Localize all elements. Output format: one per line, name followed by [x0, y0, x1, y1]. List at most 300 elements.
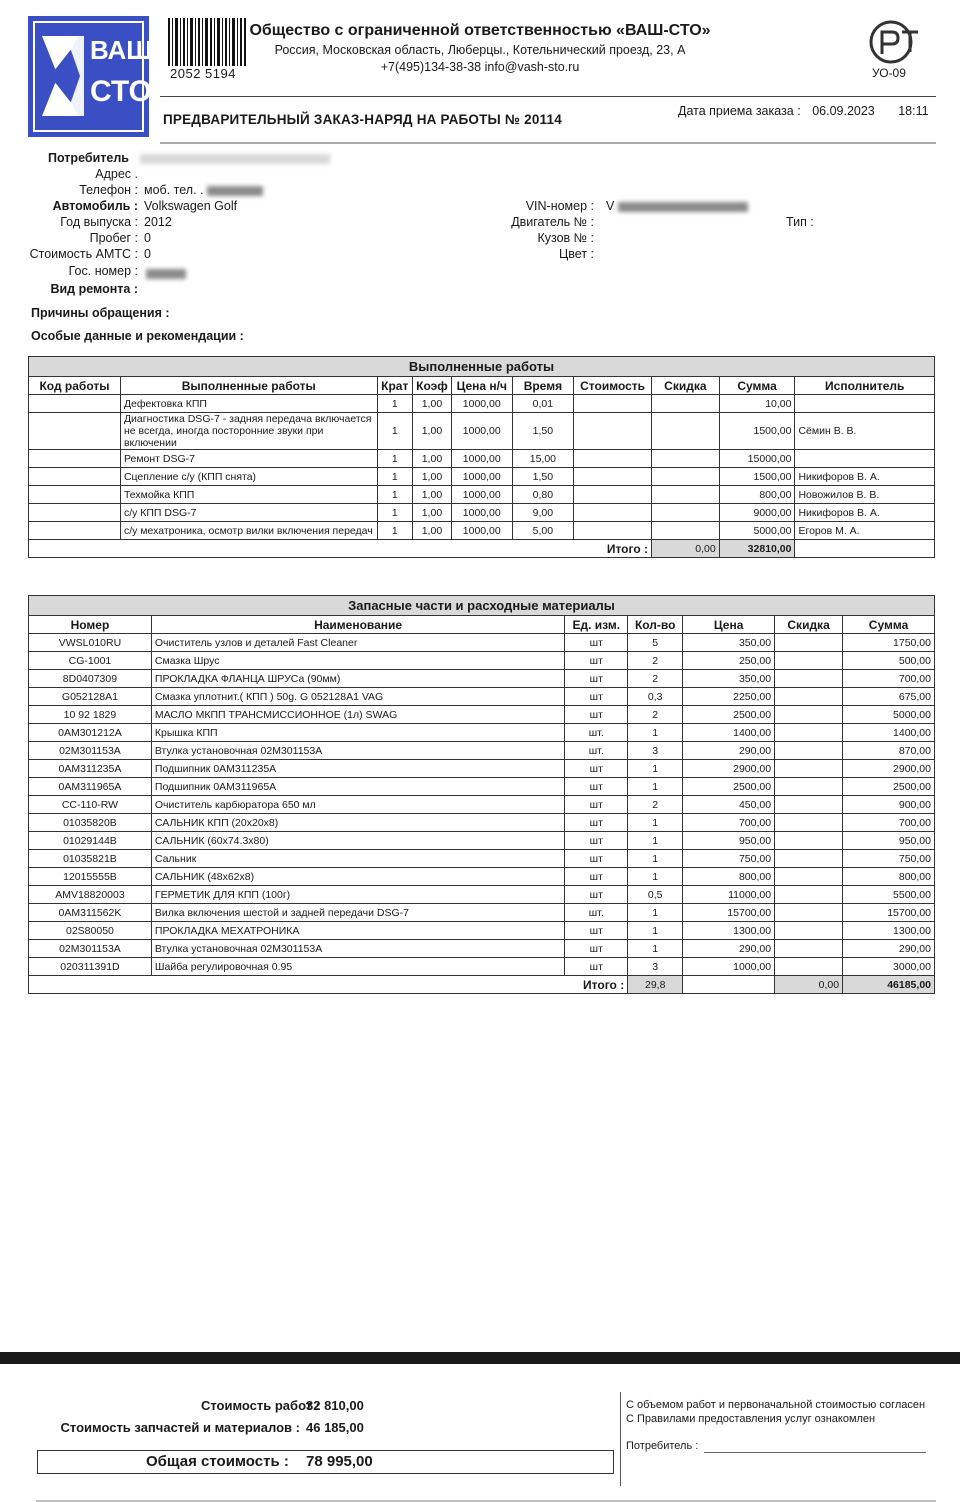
works-cell-name: Дефектовка КПП — [120, 395, 377, 413]
works-cell-koef: 1,00 — [412, 395, 451, 413]
parts-caption: Запасные части и расходные материалы — [29, 596, 935, 616]
parts-row — [29, 814, 935, 832]
consumer-signature-label: Потребитель : — [626, 1440, 699, 1452]
parts-cell-disc — [775, 778, 843, 796]
parts-cell-qty: 1 — [628, 850, 683, 868]
color-label: Цвет : — [559, 247, 594, 261]
parts-cell-num: 0AM311235A — [29, 760, 152, 778]
parts-col-header: Ед. изм. — [565, 616, 628, 634]
parts-row — [29, 634, 935, 652]
parts-cell-name: Втулка установочная 02M301153A — [151, 940, 564, 958]
works-cell-krat: 1 — [377, 522, 412, 540]
header-divider-bottom — [160, 142, 936, 144]
parts-row — [29, 670, 935, 688]
works-cell-cost — [574, 395, 652, 413]
works-cell-time: 1,50 — [512, 413, 574, 450]
fine-print — [36, 1492, 936, 1502]
works-cell-sum: 15000,00 — [719, 450, 795, 468]
parts-cell-qty: 1 — [628, 832, 683, 850]
works-cell-cost — [574, 504, 652, 522]
works-cost-label: Стоимость работ : — [200, 1398, 320, 1413]
works-cell-exec: Егоров М. А. — [795, 522, 935, 540]
parts-col-header: Скидка — [775, 616, 843, 634]
parts-cell-name: Вилка включения шестой и задней передачи DSG-7 — [151, 904, 564, 922]
works-col-header: Коэф — [412, 377, 451, 395]
parts-cell-name: Подшипник 0AM311965A — [151, 778, 564, 796]
footer-vertical-divider — [620, 1392, 621, 1486]
logo-text-top: ВАШ — [90, 35, 153, 65]
signature-line — [704, 1440, 926, 1453]
order-time-value: 18:11 — [898, 104, 929, 118]
parts-row — [29, 886, 935, 904]
works-cell-price: 1000,00 — [451, 504, 512, 522]
company-contacts: +7(495)134-38-38 info@vash-sto.ru — [380, 60, 580, 74]
repair-type-label: Вид ремонта : — [50, 282, 138, 296]
company-header — [180, 22, 780, 74]
parts-cell-unit: шт — [565, 652, 628, 670]
parts-cell-sum: 15700,00 — [843, 904, 935, 922]
works-cell-cost — [574, 450, 652, 468]
phone-value — [144, 182, 263, 198]
works-cell-sum: 1500,00 — [719, 468, 795, 486]
parts-cell-disc — [775, 706, 843, 724]
parts-header-row — [29, 616, 935, 634]
works-cell-price: 1000,00 — [451, 468, 512, 486]
parts-cell-qty: 3 — [628, 742, 683, 760]
works-cell-koef: 1,00 — [412, 486, 451, 504]
parts-cell-disc — [775, 796, 843, 814]
parts-cell-disc — [775, 868, 843, 886]
parts-cell-unit: шт — [565, 922, 628, 940]
parts-cell-name: Втулка установочная 02M301153A — [151, 742, 564, 760]
works-col-header: Цена н/ч — [451, 377, 512, 395]
vin-prefix: V — [606, 199, 615, 213]
parts-cell-disc — [775, 886, 843, 904]
parts-cell-price: 750,00 — [683, 850, 775, 868]
cert-code: УО-09 — [872, 66, 906, 80]
works-cell-disc — [652, 450, 720, 468]
works-cell-name: Сцепление с/у (КПП снята) — [120, 468, 377, 486]
parts-total-discount: 0,00 — [775, 976, 843, 994]
parts-col-header: Кол-во — [628, 616, 683, 634]
works-cell-krat: 1 — [377, 413, 412, 450]
works-cell-disc — [652, 486, 720, 504]
parts-cell-qty: 1 — [628, 868, 683, 886]
parts-cell-disc — [775, 724, 843, 742]
works-cell-time: 15,00 — [512, 450, 574, 468]
works-cell-koef: 1,00 — [412, 504, 451, 522]
works-cell-code — [29, 413, 121, 450]
parts-cell-sum: 290,00 — [843, 940, 935, 958]
works-table — [28, 356, 935, 558]
parts-body — [29, 634, 935, 994]
works-col-header: Выполненные работы — [120, 377, 377, 395]
certification-mark-icon — [864, 18, 922, 68]
works-cell-sum: 800,00 — [719, 486, 795, 504]
car-label: Автомобиль : — [52, 199, 138, 213]
logo-text-bottom: СТО — [90, 75, 152, 108]
parts-cell-price: 2500,00 — [683, 778, 775, 796]
works-row — [29, 504, 935, 522]
parts-row — [29, 796, 935, 814]
parts-total-sum: 46185,00 — [843, 976, 935, 994]
parts-cell-disc — [775, 922, 843, 940]
works-cell-name: с/у мехатроника, осмотр вилки включения передач — [120, 522, 377, 540]
parts-cell-name: Крышка КПП — [151, 724, 564, 742]
works-cost-value: 32 810,00 — [306, 1398, 364, 1413]
parts-cell-name: МАСЛО МКПП ТРАНСМИССИОННОЕ (1л) SWAG — [151, 706, 564, 724]
works-cell-time: 0,01 — [512, 395, 574, 413]
mileage-value: 0 — [144, 231, 151, 245]
agreement-text — [626, 1398, 925, 1426]
works-cell-koef: 1,00 — [412, 450, 451, 468]
parts-row — [29, 940, 935, 958]
parts-cell-name: Очиститель карбюратора 650 мл — [151, 796, 564, 814]
works-cell-name: Техмойка КПП — [120, 486, 377, 504]
parts-cell-price: 1400,00 — [683, 724, 775, 742]
works-cell-cost — [574, 468, 652, 486]
plate-redacted — [146, 265, 186, 283]
works-cell-sum: 1500,00 — [719, 413, 795, 450]
order-date — [678, 104, 929, 118]
parts-cell-sum: 700,00 — [843, 670, 935, 688]
parts-cell-qty: 0,3 — [628, 688, 683, 706]
engine-label: Двигатель № : — [511, 215, 594, 229]
parts-cell-num: 01035821B — [29, 850, 152, 868]
works-cell-disc — [652, 522, 720, 540]
type-label: Тип : — [786, 215, 814, 229]
parts-cell-disc — [775, 904, 843, 922]
parts-cell-name: Шайба регулировочная 0.95 — [151, 958, 564, 976]
parts-cell-price: 290,00 — [683, 940, 775, 958]
works-total-row — [29, 540, 935, 558]
parts-row — [29, 688, 935, 706]
works-cell-name: Ремонт DSG-7 — [120, 450, 377, 468]
works-row — [29, 522, 935, 540]
parts-cell-unit: шт — [565, 832, 628, 850]
parts-cell-sum: 1400,00 — [843, 724, 935, 742]
parts-cell-qty: 2 — [628, 796, 683, 814]
works-cell-price: 1000,00 — [451, 522, 512, 540]
parts-cell-disc — [775, 670, 843, 688]
works-total-label: Итого : — [606, 541, 648, 556]
works-col-header: Стоимость — [574, 377, 652, 395]
order-date-value: 06.09.2023 — [812, 104, 875, 118]
parts-cell-sum: 3000,00 — [843, 958, 935, 976]
parts-row — [29, 904, 935, 922]
works-caption: Выполненные работы — [29, 357, 935, 377]
works-cell-disc — [652, 468, 720, 486]
parts-cell-unit: шт — [565, 706, 628, 724]
parts-cell-disc — [775, 634, 843, 652]
address-label: Адрес . — [95, 167, 138, 181]
parts-cell-qty: 2 — [628, 706, 683, 724]
header-divider — [160, 96, 936, 97]
parts-total-label: Итого : — [583, 977, 625, 992]
works-total-end — [795, 540, 935, 558]
parts-cell-sum: 2500,00 — [843, 778, 935, 796]
parts-row — [29, 760, 935, 778]
mileage-label: Пробег : — [89, 231, 138, 245]
parts-cell-num: 8D0407309 — [29, 670, 152, 688]
order-title: ПРЕДВАРИТЕЛЬНЫЙ ЗАКАЗ-НАРЯД НА РАБОТЫ № 20114 — [163, 112, 562, 127]
reasons-label: Причины обращения : — [31, 306, 170, 320]
parts-cell-num: CG-1001 — [29, 652, 152, 670]
footer-divider — [0, 1352, 960, 1364]
parts-cell-num: 0AM301212A — [29, 724, 152, 742]
works-cell-exec: Никифоров В. А. — [795, 468, 935, 486]
plate-label: Гос. номер : — [68, 264, 138, 278]
works-cell-code — [29, 395, 121, 413]
parts-cell-name: ПРОКЛАДКА ФЛАНЦА ШРУСа (90мм) — [151, 670, 564, 688]
parts-total-qty: 29,8 — [628, 976, 683, 994]
works-col-header: Исполнитель — [795, 377, 935, 395]
parts-cell-name: Очиститель узлов и деталей Fast Cleaner — [151, 634, 564, 652]
works-cell-koef: 1,00 — [412, 522, 451, 540]
works-total-sum: 32810,00 — [719, 540, 795, 558]
works-cell-price: 1000,00 — [451, 413, 512, 450]
parts-cell-unit: шт — [565, 760, 628, 778]
parts-cell-disc — [775, 850, 843, 868]
works-cell-krat: 1 — [377, 504, 412, 522]
parts-col-header: Сумма — [843, 616, 935, 634]
parts-cell-disc — [775, 832, 843, 850]
works-cell-code — [29, 522, 121, 540]
works-cell-name: Диагностика DSG-7 - задняя передача включается не всегда, иногда посторонние звуки при включении — [120, 413, 377, 450]
parts-cell-qty: 1 — [628, 904, 683, 922]
parts-cell-qty: 1 — [628, 724, 683, 742]
works-body — [29, 395, 935, 558]
phone-label: Телефон : — [79, 183, 138, 197]
parts-row — [29, 724, 935, 742]
parts-cell-sum: 1300,00 — [843, 922, 935, 940]
parts-cell-unit: шт. — [565, 904, 628, 922]
works-cell-krat: 1 — [377, 468, 412, 486]
parts-cell-num: 0AM311965A — [29, 778, 152, 796]
parts-cell-price: 250,00 — [683, 652, 775, 670]
works-cell-price: 1000,00 — [451, 486, 512, 504]
parts-cell-num: 0AM311562K — [29, 904, 152, 922]
parts-cell-name: ГЕРМЕТИК ДЛЯ КПП (100г) — [151, 886, 564, 904]
parts-cell-name: САЛЬНИК (60x74.3x80) — [151, 832, 564, 850]
works-cell-time: 9,00 — [512, 504, 574, 522]
parts-cost-value: 46 185,00 — [306, 1420, 364, 1435]
grand-total-label: Общая стоимость : — [146, 1453, 289, 1470]
parts-cell-disc — [775, 760, 843, 778]
parts-cell-price: 700,00 — [683, 814, 775, 832]
parts-cell-unit: шт — [565, 796, 628, 814]
year-label: Год выпуска : — [60, 215, 138, 229]
parts-cell-disc — [775, 814, 843, 832]
works-cell-exec: Никифоров В. А. — [795, 504, 935, 522]
parts-cell-disc — [775, 940, 843, 958]
works-cell-time: 5,00 — [512, 522, 574, 540]
works-cell-disc — [652, 413, 720, 450]
parts-cell-sum: 800,00 — [843, 868, 935, 886]
parts-cell-num: CC-110-RW — [29, 796, 152, 814]
works-row — [29, 486, 935, 504]
parts-col-header: Номер — [29, 616, 152, 634]
parts-col-header: Цена — [683, 616, 775, 634]
car-value: Volkswagen Golf — [144, 199, 238, 213]
works-total-spacer — [29, 540, 574, 558]
parts-cell-sum: 900,00 — [843, 796, 935, 814]
parts-cell-unit: шт. — [565, 724, 628, 742]
parts-cell-disc — [775, 688, 843, 706]
works-cell-sum: 9000,00 — [719, 504, 795, 522]
parts-cell-price: 450,00 — [683, 796, 775, 814]
parts-cell-price: 290,00 — [683, 742, 775, 760]
parts-cell-price: 350,00 — [683, 634, 775, 652]
parts-cell-num: 02M301153A — [29, 940, 152, 958]
parts-cell-sum: 950,00 — [843, 832, 935, 850]
parts-cell-price: 2900,00 — [683, 760, 775, 778]
parts-cell-num: 10 92 1829 — [29, 706, 152, 724]
parts-cell-price: 350,00 — [683, 670, 775, 688]
parts-cell-unit: шт — [565, 814, 628, 832]
works-cell-code — [29, 486, 121, 504]
works-cell-code — [29, 468, 121, 486]
parts-cell-sum: 5000,00 — [843, 706, 935, 724]
works-cell-koef: 1,00 — [412, 413, 451, 450]
works-cell-cost — [574, 413, 652, 450]
vin-label: VIN-номер : — [525, 199, 594, 213]
company-logo — [28, 16, 153, 137]
works-cell-code — [29, 504, 121, 522]
parts-cell-sum: 2900,00 — [843, 760, 935, 778]
works-cell-price: 1000,00 — [451, 395, 512, 413]
company-name: Общество с ограниченной ответственностью «ВАШ-СТО» — [249, 22, 711, 39]
works-cell-sum: 5000,00 — [719, 522, 795, 540]
phone-prefix: моб. тел. . — [144, 183, 204, 197]
cost-label: Стоимость АМТС : — [29, 247, 138, 261]
works-col-header: Код работы — [29, 377, 121, 395]
parts-cell-price: 2500,00 — [683, 706, 775, 724]
parts-row — [29, 922, 935, 940]
works-col-header: Крат — [377, 377, 412, 395]
parts-cell-qty: 5 — [628, 634, 683, 652]
parts-cell-qty: 1 — [628, 940, 683, 958]
parts-cell-qty: 0,5 — [628, 886, 683, 904]
parts-cell-qty: 1 — [628, 778, 683, 796]
year-value: 2012 — [144, 215, 172, 229]
parts-cell-sum: 700,00 — [843, 814, 935, 832]
parts-cell-disc — [775, 652, 843, 670]
parts-cell-name: Смазка Шрус — [151, 652, 564, 670]
grand-total-box — [37, 1450, 614, 1474]
works-row — [29, 468, 935, 486]
consumer-signature — [626, 1440, 926, 1453]
parts-row — [29, 652, 935, 670]
parts-cell-num: VWSL010RU — [29, 634, 152, 652]
parts-cell-num: G052128A1 — [29, 688, 152, 706]
parts-cell-unit: шт. — [565, 742, 628, 760]
parts-cell-sum: 500,00 — [843, 652, 935, 670]
works-cell-exec — [795, 395, 935, 413]
works-row — [29, 450, 935, 468]
parts-total-gap — [683, 976, 775, 994]
works-col-header: Сумма — [719, 377, 795, 395]
parts-cell-unit: шт — [565, 868, 628, 886]
parts-cell-num: AMV18820003 — [29, 886, 152, 904]
parts-cell-unit: шт — [565, 958, 628, 976]
parts-cell-num: 02M301153A — [29, 742, 152, 760]
body-label: Кузов № : — [537, 231, 594, 245]
parts-cell-disc — [775, 742, 843, 760]
parts-cell-qty: 1 — [628, 922, 683, 940]
parts-cell-num: 12015555B — [29, 868, 152, 886]
works-header-row — [29, 377, 935, 395]
order-date-label: Дата приема заказа : — [678, 104, 801, 118]
parts-row — [29, 742, 935, 760]
parts-cell-qty: 1 — [628, 760, 683, 778]
parts-cell-unit: шт — [565, 634, 628, 652]
works-col-header: Скидка — [652, 377, 720, 395]
parts-cell-unit: шт — [565, 850, 628, 868]
parts-cell-sum: 870,00 — [843, 742, 935, 760]
agreement-line-1: С объемом работ и первоначальной стоимостью согласен — [626, 1399, 926, 1411]
parts-cell-unit: шт — [565, 688, 628, 706]
cost-value: 0 — [144, 247, 151, 261]
agreement-line-2: С Правилами предоставления услуг ознакомлен — [626, 1413, 876, 1425]
works-cell-exec: Сёмин В. В. — [795, 413, 935, 450]
barcode-number: 2052 5194 — [170, 66, 236, 81]
parts-row — [29, 778, 935, 796]
parts-cell-name: САЛЬНИК КПП (20x20x8) — [151, 814, 564, 832]
parts-cell-qty: 3 — [628, 958, 683, 976]
parts-cell-qty: 2 — [628, 652, 683, 670]
works-cell-price: 1000,00 — [451, 450, 512, 468]
grand-total-value: 78 995,00 — [306, 1453, 373, 1470]
works-cell-disc — [652, 395, 720, 413]
works-cell-time: 1,50 — [512, 468, 574, 486]
works-cell-cost — [574, 486, 652, 504]
works-cell-disc — [652, 504, 720, 522]
works-cell-exec: Новожилов В. В. — [795, 486, 935, 504]
works-cell-krat: 1 — [377, 450, 412, 468]
parts-cell-qty: 2 — [628, 670, 683, 688]
works-row — [29, 413, 935, 450]
consumer-redacted — [140, 150, 330, 168]
parts-cell-unit: шт — [565, 778, 628, 796]
parts-cell-price: 11000,00 — [683, 886, 775, 904]
works-cell-time: 0,80 — [512, 486, 574, 504]
parts-cell-disc — [775, 958, 843, 976]
works-col-header: Время — [512, 377, 574, 395]
parts-total-spacer — [29, 976, 565, 994]
consumer-label: Потребитель — [48, 151, 129, 165]
parts-cell-sum: 5500,00 — [843, 886, 935, 904]
parts-cell-price: 1000,00 — [683, 958, 775, 976]
works-cell-name: с/у КПП DSG-7 — [120, 504, 377, 522]
works-cell-sum: 10,00 — [719, 395, 795, 413]
works-total-discount: 0,00 — [652, 540, 720, 558]
parts-cell-name: Сальник — [151, 850, 564, 868]
works-cell-cost — [574, 522, 652, 540]
parts-table — [28, 595, 935, 994]
parts-cell-price: 950,00 — [683, 832, 775, 850]
parts-cell-sum: 675,00 — [843, 688, 935, 706]
parts-cell-price: 800,00 — [683, 868, 775, 886]
parts-row — [29, 706, 935, 724]
parts-row — [29, 868, 935, 886]
parts-cell-name: Подшипник 0AM311235A — [151, 760, 564, 778]
parts-cell-unit: шт — [565, 940, 628, 958]
parts-cell-unit: шт — [565, 886, 628, 904]
parts-cell-name: Смазка уплотнит.( КПП ) 50g. G 052128A1 VAG — [151, 688, 564, 706]
parts-row — [29, 832, 935, 850]
parts-cost-label: Стоимость запчастей и материалов : — [60, 1420, 300, 1435]
